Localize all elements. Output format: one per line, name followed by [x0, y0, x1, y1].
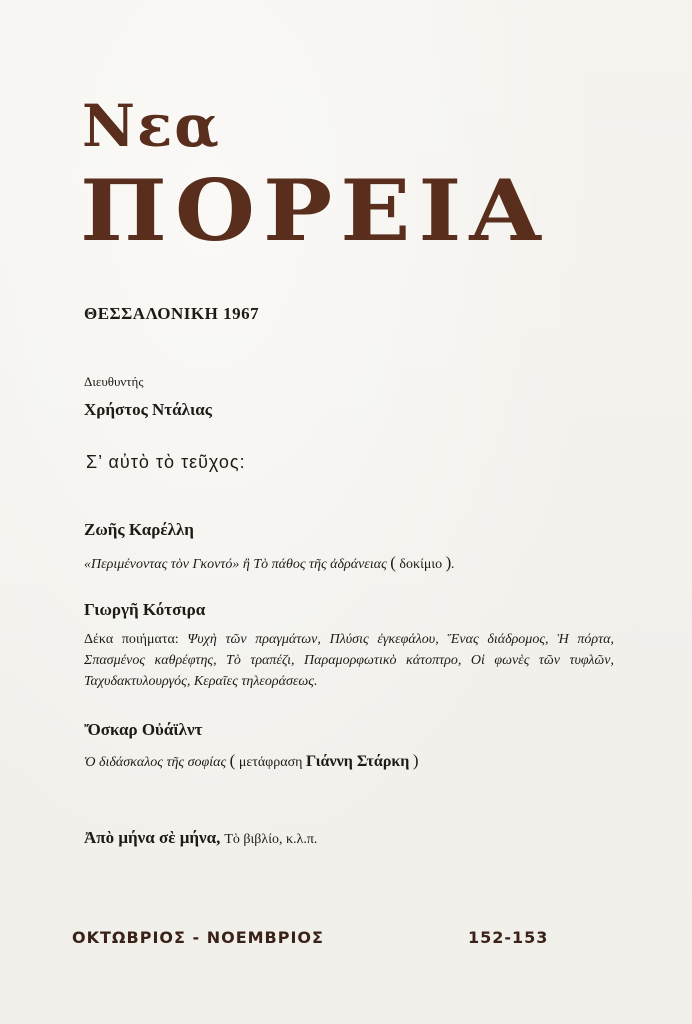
- footer-issue-number: 152-153: [468, 928, 549, 947]
- title-nea: Νεα: [82, 92, 221, 160]
- work-wilde: Ὁ διδάσκαλος τῆς σοφίας ( μετάφραση Γιάννη Στάρκη ): [84, 751, 419, 770]
- work-note: μετάφραση: [238, 755, 303, 770]
- title-poreia: ΠΟΡΕΙΑ: [80, 160, 549, 260]
- director-name: Χρήστος Ντάλιας: [84, 400, 212, 419]
- work-title: «Περιμένοντας τὸν Γκοντό» ἢ Τὸ πάθος τῆς ἀδράνειας: [84, 557, 387, 572]
- author-karelli: Ζωῆς Καρέλλη: [84, 520, 194, 539]
- misc-rest: Τὸ βιβλίο, κ.λ.π.: [224, 832, 318, 847]
- place-year: ΘΕΣΣΑΛΟΝΙΚΗ 1967: [84, 304, 260, 323]
- work-intro: Δέκα ποιήματα:: [84, 632, 179, 647]
- director-label: Διευθυντής: [84, 374, 144, 389]
- author-wilde: Ὄσκαρ Οὐάϊλντ: [84, 720, 203, 739]
- misc-line: [84, 828, 317, 848]
- author-kotsira: Γιωργῆ Κότσιρα: [84, 600, 206, 619]
- poem-list: Ψυχὴ τῶν πραγμάτων, Πλύσις ἐγκεφάλου, Ἕνας διάδρομος, Ἡ πόρτα, Σπασμένος καθρέφτης, Τὸ τραπέζι, Παραμορφωτικὸ κάτοπτρο, Οἱ φωνὲς τῶν τυφλῶν, Ταχυδακτυλουργός, Κεραῖες τηλεοράσεως.: [84, 632, 614, 689]
- translator-name: Γιάννη Στάρκη: [305, 753, 410, 770]
- work-karelli: «Περιμένοντας τὸν Γκοντό» ἢ Τὸ πάθος τῆς ἀδράνειας ( δοκίμιο ).: [84, 553, 455, 572]
- work-note: δοκίμιο: [399, 557, 443, 572]
- footer-months: ΟΚΤΩΒΡΙΟΣ - ΝΟΕΜΒΡΙΟΣ: [72, 928, 324, 947]
- issue-contents-heading: Σ’ αὐτὸ τὸ τεῦχος:: [86, 452, 246, 472]
- work-title: Ὁ διδάσκαλος τῆς σοφίας: [84, 755, 227, 770]
- work-kotsira: [84, 629, 614, 692]
- misc-bold: Ἀπὸ μήνα σὲ μήνα,: [84, 828, 221, 847]
